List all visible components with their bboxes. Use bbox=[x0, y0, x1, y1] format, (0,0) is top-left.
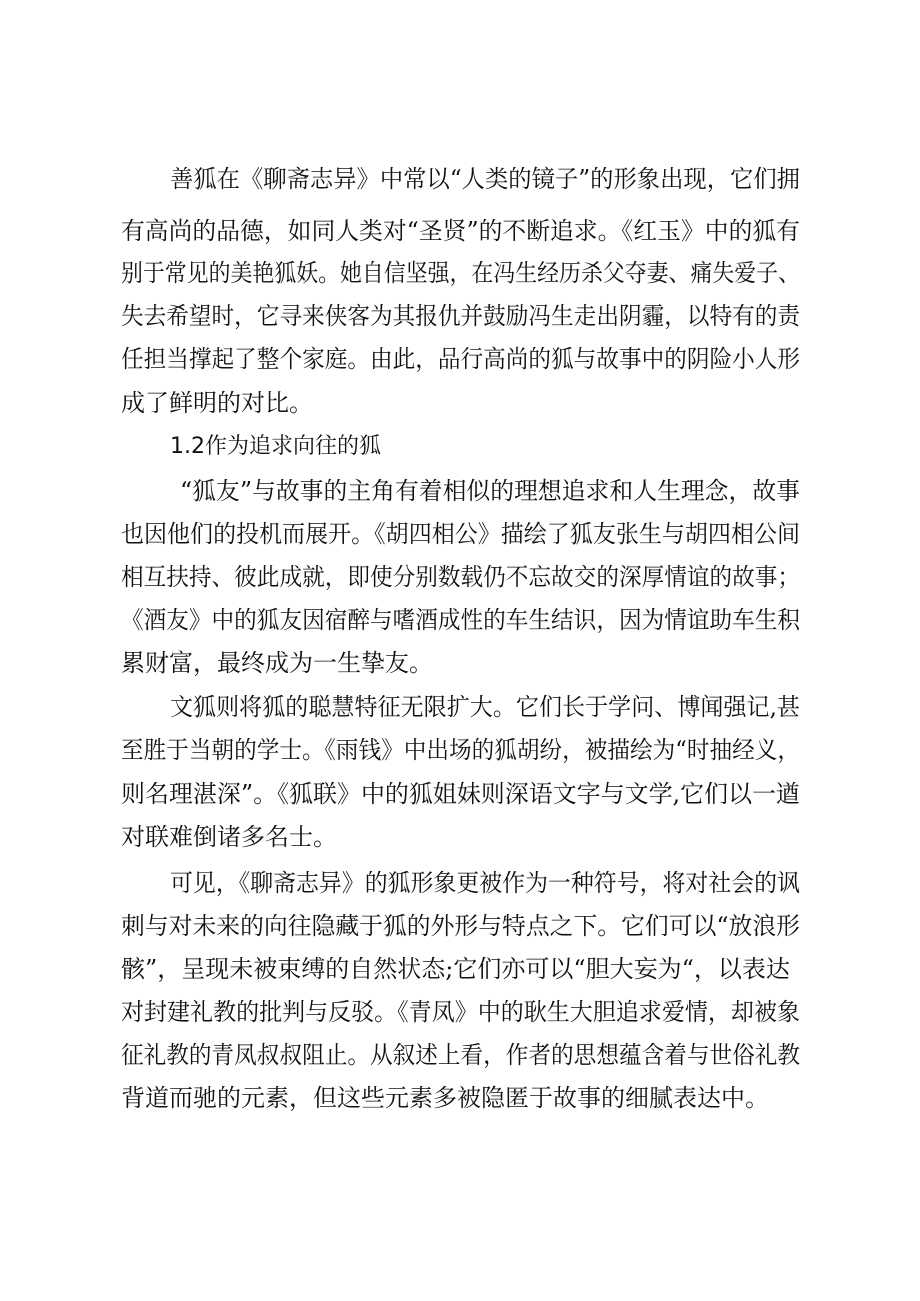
text-line: 失去希望时，它寻来侠客为其报仇并鼓励冯生走出阴霾，以特有的责 bbox=[121, 302, 801, 330]
text-line: 可见，《聊斋志异》的狐形象更被作为一种符号，将对社会的讽 bbox=[170, 869, 800, 897]
text-line: 也因他们的投机而展开。《胡四相公》描绘了狐友张生与胡四相公间 bbox=[121, 520, 800, 548]
text-line: 《酒友》中的狐友因宿醉与嗜酒成性的车生结识，因为情谊助车生积 bbox=[121, 606, 801, 634]
text-line: 对封建礼教的批判与反驳。《青凤》中的耿生大胆追求爱情，却被象 bbox=[121, 998, 800, 1026]
text-line: 累财富，最终成为一生挚友。 bbox=[121, 649, 433, 677]
text-line: 背道而驰的元素，但这些元素多被隐匿于故事的细腻表达中。 bbox=[121, 1084, 769, 1112]
text-line: 刺与对未来的向往隐藏于狐的外形与特点之下。它们可以“放浪形 bbox=[121, 912, 801, 940]
text-line: 善狐在《聊斋志异》中常以“人类的镜子”的形象出现，它们拥 bbox=[170, 165, 800, 193]
section-heading-text: 1.2作为追求向往的狐 bbox=[170, 434, 381, 459]
text-line: 任担当撑起了整个家庭。由此，品行高尚的狐与故事中的阴险小人形 bbox=[121, 345, 801, 373]
text-line: 相互扶持、彼此成就，即使分别数载仍不忘故交的深厚情谊的故事； bbox=[121, 563, 801, 591]
text-line: 至胜于当朝的学士。《雨钱》中出场的狐胡纷，被描绘为“时抽经义， bbox=[121, 736, 801, 764]
text-line: 有高尚的品德，如同人类对“圣贤”的不断追求。《红玉》中的狐有 bbox=[121, 217, 801, 245]
text-line: 成了鲜明的对比。 bbox=[121, 389, 313, 417]
text-line: 别于常见的美艳狐妖。她自信坚强，在冯生经历杀父夺妻、痛失爱子、 bbox=[121, 259, 800, 287]
text-line: 骸”，呈现未被束缚的自然状态;它们亦可以“胆大妄为“，以表达 bbox=[121, 955, 790, 983]
text-line: 文狐则将狐的聪慧特征无限扩大。它们长于学问、博闻强记,甚 bbox=[170, 693, 801, 721]
text-line: 则名理湛深”。《狐联》中的狐姐妹则深语文字与文学,它们以一遒 bbox=[121, 780, 801, 808]
text-line: “狐友”与故事的主角有着相似的理想追求和人生理念，故事 bbox=[180, 477, 800, 505]
text-line: 征礼教的青凤叔叔阻止。从叙述上看，作者的思想蕴含着与世俗礼教 bbox=[121, 1041, 801, 1069]
text-line: 对联难倒诸多名士。 bbox=[121, 823, 337, 851]
